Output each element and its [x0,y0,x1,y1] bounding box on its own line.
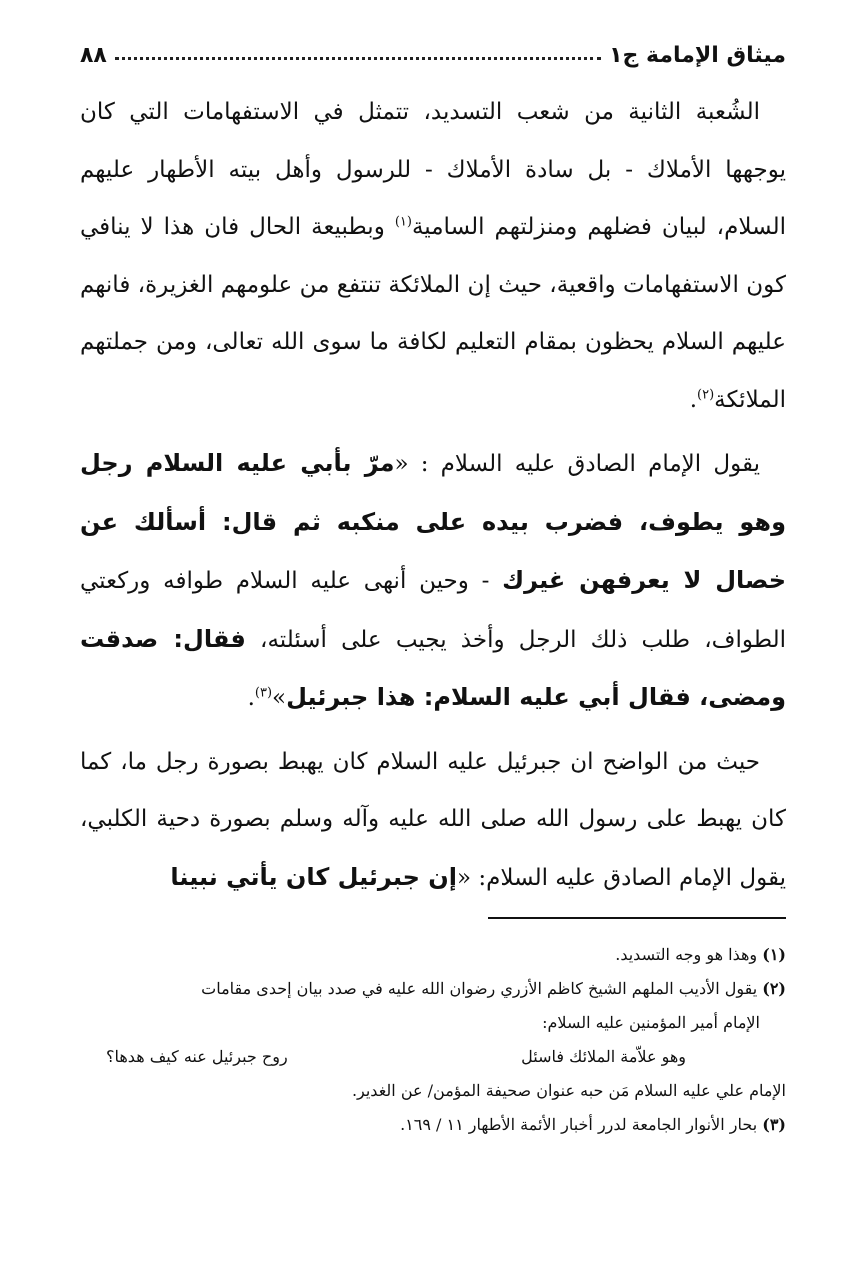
footnote-2 [80,972,786,1006]
footnote-2-verse [80,1040,786,1074]
paragraph-2-quote-2: فقال: صدقت ومضى، فقال أبي عليه السلام: هذا جبرئيل [80,624,786,711]
paragraph-2-quote-close: » [272,685,287,711]
footnote-2-continuation: الإمام أمير المؤمنين عليه السلام: [542,1013,760,1032]
paragraph-1-part-b: وبطبيعة الحال فان هذا لا ينافي كون الاستفهامات واقعية، حيث إن الملائكة تنتفع من علومهم الغزيرة، فانهم عليهم السلام يحظون بمقام التعليم لكافة ما سوى الله تعالى، ومن جملتهم الملائكة [80,214,786,413]
paragraph-2-part-a: يقول الإمام الصادق عليه السلام : « [394,451,760,477]
footnote-1-text: وهذا هو وجه التسديد. [615,945,763,964]
book-title: ميثاق الإمامة ج١ [609,43,786,68]
footnote-3 [80,1108,786,1142]
verse-first-hemistich: وهو علاّمة الملائك فاسئل [521,1047,686,1066]
footnote-separator [488,917,786,919]
footnote-2-source: الإمام علي عليه السلام مَن حبه عنوان صحيفة المؤمن/ عن الغدير. [351,1081,786,1100]
paragraph-1 [80,84,786,429]
footnote-3-text: بحار الأنوار الجامعة لدرر أخبار الأئمة الأطهار ١١ / ١٦٩. [400,1115,763,1134]
verse-second-hemistich: روح جبرئيل عنه كيف هدها؟ [106,1047,288,1066]
footnote-ref-1: (١) [394,214,412,230]
running-header [80,30,786,68]
page-number: ٨٨ [80,43,107,68]
paragraph-3-part-a: حيث من الواضح ان جبرئيل عليه السلام كان يهبط بصورة رجل ما، كما كان يهبط على رسول الله صلى الله عليه وآله وسلم بصورة دحية الكلبي، يقول الإمام الصادق عليه السلام: « [80,748,786,891]
paragraph-1-end: . [689,386,697,413]
footnote-3-number: (٣) [762,1115,786,1134]
paragraph-2-part-c: - وحين أنهى عليه السلام طوافه وركعتي الطواف، طلب ذلك الرجل وأخذ يجيب على أسئلته، [80,568,787,653]
paragraph-2-quote-1: مرّ بأبي عليه السلام رجل وهو يطوف، فضرب بيده على منكبه ثم قال: أسألك عن خصال لا يعرفهن غيرك [80,449,786,594]
footnote-1 [80,938,786,972]
paragraph-3 [80,734,786,908]
paragraph-2-end: . [247,685,255,711]
paragraph-2 [80,435,786,728]
footnotes [80,938,786,1142]
footnote-ref-3: (٣) [254,685,273,701]
header-dot-leader [115,57,601,60]
footnote-2-text: يقول الأديب الملهم الشيخ كاظم الأزري رضوان الله عليه في صدد بيان إحدى مقامات [201,979,763,998]
paragraph-3-quote: إن جبرئيل كان يأتي نبينا [170,862,457,891]
main-text [80,84,786,907]
paragraph-1-part-a: الشُعبة الثانية من شعب التسديد، تتمثل في الاستفهامات التي كان يوجهها الأملاك - بل سادة الأملاك - للرسول وأهل بيته الأطهار عليهم السلام، لبيان فضلهم ومنزلتهم السامية [80,99,786,240]
footnote-ref-2: (٢) [697,386,715,402]
footnote-1-number: (١) [762,945,786,964]
footnote-2-number: (٢) [762,979,786,998]
